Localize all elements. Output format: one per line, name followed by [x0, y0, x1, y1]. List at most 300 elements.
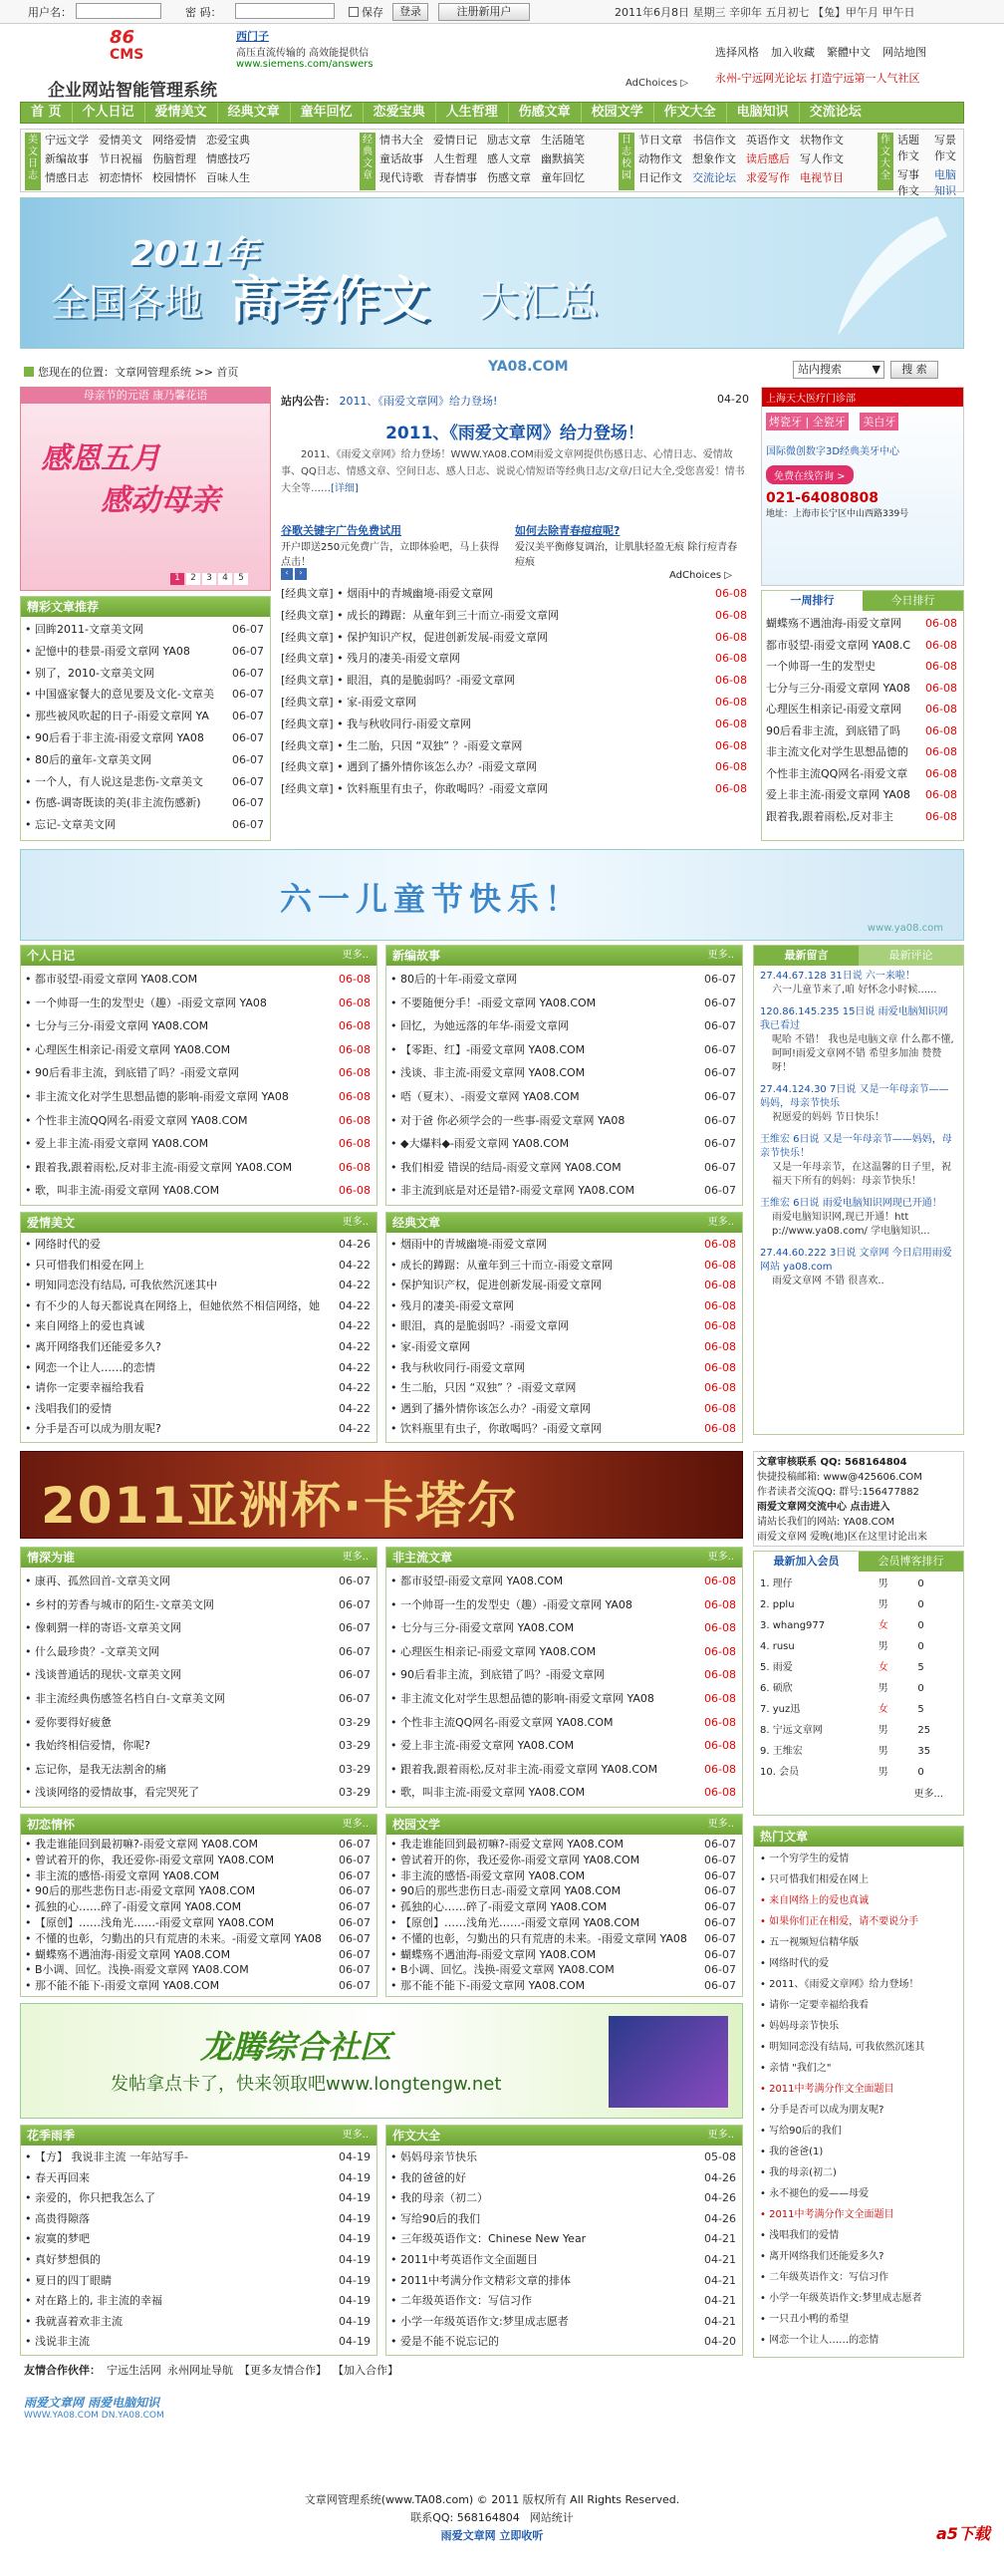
- traditional-link[interactable]: 繁體中文: [827, 46, 871, 59]
- member-row[interactable]: [760, 1678, 957, 1699]
- list-item-title[interactable]: 跟着我,跟着雨松,反对非主: [766, 809, 893, 823]
- register-button[interactable]: 注册新用户: [438, 3, 530, 21]
- list-item-title[interactable]: • 烟雨中的青城幽境-雨爱文章网: [390, 1238, 547, 1251]
- list-item-title[interactable]: • 回眸2011-文章美文网: [25, 623, 143, 636]
- list-item-title[interactable]: • 分手是否可以成为朋友呢?: [25, 1422, 161, 1436]
- section-title[interactable]: [21, 1213, 376, 1233]
- cat-link[interactable]: 生活随笔: [541, 134, 585, 146]
- list-item[interactable]: [25, 2271, 373, 2292]
- list-item[interactable]: [390, 968, 738, 992]
- guestbook-entry-header[interactable]: 120.86.145.235 15日说 雨爱电脑知识网我已看过: [760, 1006, 948, 1031]
- list-item[interactable]: [281, 627, 749, 649]
- list-item[interactable]: [25, 1378, 373, 1399]
- list-item-title[interactable]: • 90后看于非主流-雨爱文章网 YA08: [25, 730, 204, 744]
- list-item[interactable]: [390, 1316, 738, 1337]
- friend-link[interactable]: 【更多友情合作】: [239, 2364, 327, 2377]
- cat-link[interactable]: 写事作文: [897, 168, 919, 197]
- tab-new-members[interactable]: 最新加入会员: [754, 1552, 859, 1572]
- list-item[interactable]: [25, 2312, 373, 2333]
- list-item[interactable]: [390, 1853, 738, 1868]
- list-item[interactable]: [766, 720, 959, 742]
- list-item[interactable]: [25, 814, 266, 836]
- list-item-title[interactable]: • 伤感-调寄既读的美(非主流伤感新): [25, 796, 201, 810]
- site-logo[interactable]: [110, 28, 159, 74]
- list-item[interactable]: [390, 1931, 738, 1947]
- list-item-title[interactable]: • 康再、孤然回首-文章美文网: [25, 1574, 170, 1587]
- list-item[interactable]: [25, 2332, 373, 2353]
- list-item[interactable]: [390, 1378, 738, 1399]
- footer-stats[interactable]: 网站统计: [529, 2511, 574, 2524]
- list-item[interactable]: [390, 1337, 738, 1358]
- list-item-title[interactable]: [经典文章] • 生二胎，只因 “双独” ？-雨爱文章网: [281, 738, 523, 752]
- list-item-title[interactable]: • 只可惜我们相爱在网上: [25, 1258, 144, 1272]
- list-item[interactable]: [25, 1337, 373, 1358]
- more-link[interactable]: 更多..: [342, 1819, 369, 1830]
- list-item-title[interactable]: • 孤独的心……碎了-雨爱文章网 YA08.COM: [390, 1900, 608, 1914]
- cat-link[interactable]: 情感日志: [45, 171, 89, 184]
- hot-item[interactable]: • 亲情 "我们之": [760, 2063, 832, 2074]
- cat-link[interactable]: 百味人生: [206, 171, 250, 184]
- list-item-title[interactable]: • 90后看非主流，到底错了吗？-雨爱文章网: [390, 1668, 605, 1682]
- member-row[interactable]: [760, 1720, 957, 1741]
- list-item[interactable]: [25, 1316, 373, 1337]
- list-item[interactable]: [390, 2147, 738, 2168]
- hot-item[interactable]: • 我的母亲(初二): [760, 2167, 837, 2178]
- section-title[interactable]: [21, 1815, 376, 1835]
- hot-item[interactable]: • 我的爸爸(1): [760, 2147, 824, 2157]
- list-item[interactable]: [25, 1014, 373, 1038]
- login-button[interactable]: 登录: [392, 3, 428, 21]
- cat-link[interactable]: 幽默搞笑: [541, 152, 585, 165]
- nav-philosophy[interactable]: 人生哲理: [436, 103, 509, 123]
- list-item[interactable]: [390, 1276, 738, 1296]
- list-item[interactable]: [25, 1899, 373, 1915]
- list-item-title[interactable]: 爱上非主流-雨爱文章网 YA08: [766, 788, 910, 801]
- list-item[interactable]: [390, 1399, 738, 1420]
- list-item[interactable]: [390, 1296, 738, 1317]
- nav-campus[interactable]: 校园文学: [582, 103, 654, 123]
- list-item-title[interactable]: • 我的爸爸的好: [390, 2170, 466, 2184]
- list-item-title[interactable]: • 别了，2010-文章美文网: [25, 666, 154, 680]
- guestbook-entry-header[interactable]: 27.44.124.30 7日说 又是一年母亲节——妈妈，母亲节快乐: [760, 1084, 949, 1109]
- nav-classic[interactable]: 经典文章: [218, 103, 291, 123]
- page-dot[interactable]: 1: [170, 573, 184, 585]
- list-item[interactable]: [390, 1156, 738, 1180]
- list-item-title[interactable]: • 有不少的人每天都说真在网络上，但她依然不相信网络，她: [25, 1298, 320, 1312]
- list-item[interactable]: [25, 968, 373, 992]
- list-item-title[interactable]: • 回忆，为她远落的年华-雨爱文章网: [390, 1019, 569, 1033]
- cat-link[interactable]: 日记作文: [638, 171, 682, 184]
- list-item-title[interactable]: • 离开网络我们还能爱多久?: [25, 1339, 161, 1353]
- list-item-title[interactable]: • 浅谈、非主流-雨爱文章网 YA08.COM: [390, 1066, 586, 1080]
- header-slogan[interactable]: 永州-宁远网光论坛 打造宁远第一人气社区: [715, 72, 920, 85]
- list-item[interactable]: [25, 1915, 373, 1931]
- list-item-title[interactable]: • 高贵得隙落: [25, 2211, 90, 2225]
- hot-item[interactable]: • 2011中考满分作文全面题目: [760, 2209, 894, 2220]
- list-item[interactable]: [25, 1296, 373, 1317]
- list-item-title[interactable]: • 对于爸 你必须学会的一些事-雨爱文章网 YA08: [390, 1113, 626, 1127]
- list-item-title[interactable]: • 明知同恋没有结局, 可我依然沉迷其中: [25, 1279, 217, 1292]
- guestbook-entry-header[interactable]: 王维宏 6日说 雨爱电脑知识网现已开通！: [760, 1198, 942, 1209]
- list-item[interactable]: [25, 1132, 373, 1156]
- list-item-title[interactable]: • 跟着我,跟着雨松,反对非主流-雨爱文章网 YA08.COM: [390, 1762, 658, 1776]
- list-item-title[interactable]: • 中国盛家餐大的意见要及文化-文章美: [25, 688, 214, 702]
- guestbook-entry-header[interactable]: 27.44.67.128 31日说 六一来啦！: [760, 971, 915, 982]
- list-item[interactable]: [25, 2291, 373, 2312]
- list-item-title[interactable]: • 一个帅哥一生的发型史（趣）-雨爱文章网 YA08: [25, 996, 267, 1009]
- list-item[interactable]: [25, 1085, 373, 1109]
- list-item-title[interactable]: • 夏日的四丁眼睛: [25, 2273, 112, 2287]
- list-item-title[interactable]: • 成长的蹲踞：从童年到三十而立-雨爱文章网: [390, 1258, 613, 1272]
- list-item-title[interactable]: • 七分与三分-雨爱文章网 YA08.COM: [25, 1019, 209, 1033]
- list-item-title[interactable]: 一个帅哥一生的发型史: [766, 660, 876, 673]
- adchoices-center[interactable]: AdChoices ▷: [669, 570, 732, 581]
- list-item[interactable]: [390, 1781, 738, 1805]
- tab-member-blogs[interactable]: 会员博客排行: [859, 1552, 963, 1572]
- nav-sad[interactable]: 伤感文章: [509, 103, 582, 123]
- childrens-day-banner[interactable]: [20, 849, 964, 941]
- list-item[interactable]: [390, 1868, 738, 1884]
- list-item-title[interactable]: [经典文章] • 保护知识产权，促进创新发展-雨爱文章网: [281, 630, 549, 644]
- hot-item[interactable]: • 请你一定要幸福给我看: [760, 2000, 870, 2011]
- save-checkbox[interactable]: [349, 7, 359, 17]
- list-item-title[interactable]: • 我走谁能回到最初嘛?-雨爱文章网 YA08.COM: [390, 1838, 625, 1851]
- list-item-title[interactable]: • 浅谈普通话的现状-文章美文网: [25, 1668, 181, 1682]
- list-item-title[interactable]: • 乡村的芳香与城市的陌生-文章美文网: [25, 1597, 214, 1611]
- list-item-title[interactable]: • B小调、回忆。浅换-雨爱文章网 YA08.COM: [25, 1963, 249, 1977]
- list-item-title[interactable]: • 我就喜着欢非主流: [25, 2314, 123, 2328]
- center-ad[interactable]: 如何去除青春痘痘呢? 爱汉美平衡修复调治，让肌肤轻盈无痕 除行痘青春痘痕: [515, 524, 738, 568]
- section-title[interactable]: [386, 946, 742, 966]
- cat-link[interactable]: 动物作文: [638, 152, 682, 165]
- list-item-title[interactable]: • 90后的那些悲伤日志-雨爱文章网 YA08.COM: [25, 1884, 256, 1898]
- list-item[interactable]: [390, 2271, 738, 2292]
- list-item-title[interactable]: [经典文章] • 遇到了播外情你该怎么办？-雨爱文章网: [281, 760, 538, 774]
- list-item[interactable]: [390, 1419, 738, 1440]
- list-item-title[interactable]: • 心理医生相亲记-雨爱文章网 YA08.COM: [25, 1042, 231, 1056]
- footer-logo[interactable]: [24, 2394, 223, 2433]
- list-item[interactable]: [281, 648, 749, 670]
- header-ad-title[interactable]: 西门子: [236, 30, 269, 43]
- list-item-title[interactable]: • 爱上非主流-雨爱文章网 YA08.COM: [390, 1739, 575, 1753]
- list-item-title[interactable]: 心理医生相亲记-雨爱文章网: [766, 703, 901, 716]
- hot-item[interactable]: • 妈妈母亲节快乐: [760, 2021, 840, 2032]
- list-item-title[interactable]: • 寂寞的梦吧: [25, 2232, 90, 2246]
- hot-item[interactable]: • 五一视频短信精华版: [760, 1937, 860, 1948]
- save-checkbox-wrap[interactable]: [349, 4, 383, 20]
- list-item[interactable]: [25, 1853, 373, 1868]
- list-item[interactable]: [390, 1358, 738, 1379]
- hot-item[interactable]: • 来自网络上的爱也真诚: [760, 1895, 870, 1906]
- list-item[interactable]: [390, 1132, 738, 1156]
- hot-item[interactable]: • 二年级英语作文：写信习作: [760, 2272, 889, 2283]
- list-item[interactable]: [390, 2250, 738, 2271]
- page-dot[interactable]: 5: [234, 573, 248, 585]
- list-item-title[interactable]: • 【原创】……浅角光……-雨爱文章网 YA08.COM: [390, 1915, 640, 1929]
- list-item-title[interactable]: • 【方】 我说非主流 一年站写手-: [25, 2150, 188, 2163]
- hot-item[interactable]: • 永不褪色的爱——母爱: [760, 2188, 870, 2199]
- list-item[interactable]: [390, 1085, 738, 1109]
- list-item[interactable]: [25, 792, 266, 814]
- list-item[interactable]: [390, 1109, 738, 1133]
- list-item-title[interactable]: • 非主流到底是对还是错?-雨爱文章网 YA08.COM: [390, 1184, 635, 1198]
- more-link[interactable]: 更多..: [707, 1217, 734, 1228]
- list-item[interactable]: [766, 635, 959, 657]
- prev-arrow-icon[interactable]: ‹: [281, 568, 293, 580]
- list-item[interactable]: [390, 1014, 738, 1038]
- page-dot[interactable]: 4: [218, 573, 232, 585]
- nav-diary[interactable]: 个人日记: [73, 103, 145, 123]
- list-item[interactable]: [766, 699, 959, 720]
- list-item[interactable]: [390, 2168, 738, 2189]
- list-item[interactable]: [25, 1931, 373, 1947]
- guestbook-entry-header[interactable]: 王维宏 6日说 又是一年母亲节——妈妈，母亲节快乐！: [760, 1134, 952, 1159]
- list-item[interactable]: [390, 1570, 738, 1593]
- cat-link[interactable]: 人生哲理: [433, 152, 477, 165]
- list-item-title[interactable]: • 那不能不能下-雨爱文章网 YA08.COM: [25, 1979, 220, 1993]
- nav-romance[interactable]: 恋爱宝典: [364, 103, 436, 123]
- cat-link[interactable]: 电脑知识: [934, 168, 956, 197]
- list-item-title[interactable]: • 爱上非主流-雨爱文章网 YA08.COM: [25, 1137, 209, 1151]
- gaokao-banner[interactable]: [20, 197, 964, 349]
- list-item-title[interactable]: • 都市驳望-雨爱文章网 YA08.COM: [390, 1574, 564, 1587]
- cat-link[interactable]: 情书大全: [379, 134, 423, 146]
- hot-item[interactable]: • 写给90后的我们: [760, 2126, 842, 2137]
- list-item-title[interactable]: • 曾试着开的你，我还爱你-雨爱文章网 YA08.COM: [390, 1853, 640, 1866]
- list-item-title[interactable]: 90后看非主流，到底错了吗: [766, 723, 900, 737]
- password-input[interactable]: [235, 3, 335, 19]
- list-item[interactable]: [390, 2312, 738, 2333]
- list-item[interactable]: [25, 1419, 373, 1440]
- hot-item[interactable]: • 一个穷学生的爱情: [760, 1854, 850, 1864]
- hot-item[interactable]: • 离开网络我们还能爱多久?: [760, 2251, 884, 2262]
- cat-link[interactable]: 新编故事: [45, 152, 89, 165]
- list-item-title[interactable]: • 什么最珍贵？-文章美文网: [25, 1644, 159, 1658]
- section-title[interactable]: [386, 1548, 742, 1568]
- member-row[interactable]: [760, 1574, 957, 1594]
- list-item-title[interactable]: • 【原创】……浅角光……-雨爱文章网 YA08.COM: [25, 1915, 275, 1929]
- list-item[interactable]: [25, 1616, 373, 1640]
- footer-online[interactable]: 雨爱文章网 立即收听: [440, 2529, 544, 2542]
- list-item-title[interactable]: • 我与秋收同行-雨爱文章网: [390, 1360, 525, 1374]
- list-item[interactable]: [25, 1156, 373, 1180]
- list-item[interactable]: [390, 1179, 738, 1203]
- list-item-title[interactable]: [经典文章] • 成长的蹲踞：从童年到三十而立-雨爱文章网: [281, 608, 560, 622]
- member-row[interactable]: [760, 1615, 957, 1636]
- hot-item[interactable]: • 只可惜我们相爱在网上: [760, 1874, 870, 1885]
- list-item-title[interactable]: • 遇到了播外情你该怎么办？-雨爱文章网: [390, 1401, 591, 1415]
- member-row[interactable]: [760, 1699, 957, 1720]
- list-item[interactable]: [25, 1711, 373, 1735]
- list-item[interactable]: [390, 1915, 738, 1931]
- list-item[interactable]: [766, 613, 959, 635]
- member-row[interactable]: [760, 1741, 957, 1762]
- list-item-title[interactable]: • 来自网络上的爱也真诚: [25, 1319, 144, 1333]
- list-item[interactable]: [25, 1687, 373, 1711]
- style-link[interactable]: 选择风格: [715, 46, 759, 59]
- list-item[interactable]: [25, 1640, 373, 1664]
- list-item[interactable]: [390, 1256, 738, 1277]
- cat-link[interactable]: 童年回忆: [541, 171, 585, 184]
- list-item[interactable]: [766, 656, 959, 678]
- list-item[interactable]: [25, 771, 266, 793]
- list-item-title[interactable]: 七分与三分-雨爱文章网 YA08: [766, 681, 910, 695]
- list-item[interactable]: [766, 784, 959, 806]
- list-item[interactable]: [390, 1978, 738, 1994]
- cat-link[interactable]: 电视节目: [800, 171, 844, 184]
- list-item-title[interactable]: 非主流文化对学生思想品德的: [766, 745, 908, 758]
- list-item[interactable]: [766, 763, 959, 785]
- list-item-title[interactable]: 个性非主流QQ网名-雨爱文章: [766, 766, 908, 780]
- list-item-title[interactable]: • ◆大爆料◆-雨爱文章网 YA08.COM: [390, 1137, 570, 1151]
- list-item[interactable]: [390, 1883, 738, 1899]
- list-item[interactable]: [25, 684, 266, 706]
- list-item-title[interactable]: • 妈妈母亲节快乐: [390, 2150, 477, 2163]
- member-row[interactable]: [760, 1657, 957, 1678]
- list-item[interactable]: [25, 2147, 373, 2168]
- list-item[interactable]: [25, 1883, 373, 1899]
- list-item[interactable]: [25, 2229, 373, 2250]
- list-item-title[interactable]: • 生二胎，只因 “双独” ？-雨爱文章网: [390, 1381, 577, 1395]
- list-item-title[interactable]: • 对在路上的, 非主流的幸福: [25, 2294, 162, 2308]
- list-item[interactable]: [281, 605, 749, 627]
- cat-link[interactable]: 爱情美文: [99, 134, 142, 146]
- tab-weekly[interactable]: 一周排行: [762, 591, 863, 611]
- list-item-title[interactable]: • 忘记-文章美文网: [25, 818, 116, 832]
- list-item-title[interactable]: • 2011中考满分作文精彩文章的排体: [390, 2273, 571, 2287]
- friend-link[interactable]: 宁远生活网: [107, 2364, 161, 2377]
- cat-link[interactable]: 网络爱情: [152, 134, 196, 146]
- list-item[interactable]: [390, 992, 738, 1015]
- list-item-title[interactable]: [经典文章] • 眼泪，真的是脆弱吗？-雨爱文章网: [281, 674, 516, 688]
- member-row[interactable]: [760, 1762, 957, 1783]
- more-link[interactable]: 更多..: [707, 2130, 734, 2141]
- list-item[interactable]: [25, 1734, 373, 1758]
- list-item-title[interactable]: • 80后的童年-文章美文网: [25, 752, 151, 766]
- list-item-title[interactable]: [经典文章] • 残月的凄美-雨爱文章网: [281, 652, 461, 666]
- section-title[interactable]: [21, 1548, 376, 1568]
- list-item[interactable]: [25, 619, 266, 641]
- cat-link[interactable]: 写景作文: [934, 134, 956, 162]
- list-item-title[interactable]: • 小学一年级英语作文:梦里成志愿者: [390, 2314, 569, 2328]
- list-item-title[interactable]: • 浅谈网络的爱情故事，看完哭死了: [25, 1786, 199, 1800]
- page-dot[interactable]: 2: [186, 573, 200, 585]
- list-item[interactable]: [281, 583, 749, 605]
- hot-item[interactable]: • 2011中考满分作文全面题目: [760, 2084, 894, 2095]
- list-item-title[interactable]: • 2011中考英语作文全面题目: [390, 2252, 538, 2266]
- list-item-title[interactable]: • 【零距、红】-雨爱文章网 YA08.COM: [390, 1042, 586, 1056]
- list-item[interactable]: [390, 2332, 738, 2353]
- bookmark-link[interactable]: 加入收藏: [771, 46, 815, 59]
- list-item[interactable]: [281, 778, 749, 800]
- list-item[interactable]: [281, 692, 749, 714]
- list-item-title[interactable]: • 二年级英语作文：写信习作: [390, 2294, 532, 2308]
- list-item-title[interactable]: • 像刺猬一样的寄语-文章美文网: [25, 1621, 181, 1635]
- list-item[interactable]: [390, 1947, 738, 1963]
- list-item-title[interactable]: • 亲爱的，你只把我怎么了: [25, 2191, 155, 2205]
- cat-link[interactable]: 情感技巧: [206, 152, 250, 165]
- guestbook-entry-header[interactable]: 27.44.60.222 3日说 文章网 今日启用雨爱网站 ya08.com: [760, 1248, 952, 1273]
- list-item[interactable]: [390, 1235, 738, 1256]
- list-item-title[interactable]: • 90后的那些悲伤日志-雨爱文章网 YA08.COM: [390, 1884, 622, 1898]
- list-item[interactable]: [25, 1663, 373, 1687]
- featured-slide[interactable]: [20, 387, 271, 591]
- list-item-title[interactable]: • 跟着我,跟着雨松,反对非主流-雨爱文章网 YA08.COM: [25, 1160, 293, 1174]
- list-item-title[interactable]: • 非主流文化对学生思想品德的影响-雨爱文章网 YA08: [25, 1089, 289, 1103]
- hot-item[interactable]: • 一只丑小鸭的希望: [760, 2314, 850, 2325]
- list-item-title[interactable]: • 曾试着开的你，我还爱你-雨爱文章网 YA08.COM: [25, 1853, 275, 1866]
- list-item[interactable]: [25, 1947, 373, 1963]
- list-item-title[interactable]: • 网络时代的爱: [25, 1238, 101, 1251]
- list-item-title[interactable]: • 蝴蝶殇不遇油海-雨爱文章网 YA08.COM: [25, 1947, 231, 1961]
- list-item-title[interactable]: • 唔（夏末）、-雨爱文章网 YA08.COM: [390, 1089, 580, 1103]
- list-item[interactable]: [25, 2188, 373, 2209]
- info-line[interactable]: 雨爱文章网交流中心 点击进入: [757, 1502, 890, 1513]
- list-item[interactable]: [25, 1978, 373, 1994]
- cat-link[interactable]: 初恋情怀: [99, 171, 142, 184]
- list-item-title[interactable]: • 那些被风吹起的日子-雨爱文章网 YA: [25, 710, 209, 723]
- list-item-title[interactable]: • 80后的十年-雨爱文章网: [390, 973, 517, 986]
- list-item-title[interactable]: • 七分与三分-雨爱文章网 YA08.COM: [390, 1621, 575, 1635]
- list-item[interactable]: [25, 663, 266, 685]
- list-item-title[interactable]: • 記憶中的巷景-雨爱文章网 YA08: [25, 644, 190, 658]
- list-item-title[interactable]: • 歌，叫非主流-雨爱文章网 YA08.COM: [25, 1184, 220, 1198]
- list-item-title[interactable]: [经典文章] • 家-雨爱文章网: [281, 695, 417, 709]
- cat-link[interactable]: 读后感后: [746, 152, 790, 165]
- cat-link[interactable]: 伤脑哲理: [152, 152, 196, 165]
- list-item-title[interactable]: • 我的母亲（初二）: [390, 2191, 488, 2205]
- hot-item[interactable]: • 2011、《雨爱文章网》给力登场！: [760, 1979, 919, 1990]
- username-input[interactable]: [76, 3, 161, 19]
- tab-latest-messages[interactable]: 最新留言: [754, 946, 859, 966]
- hot-item[interactable]: • 网恋一个让人……的恋情: [760, 2335, 879, 2346]
- cat-link[interactable]: 书信作文: [692, 134, 736, 146]
- list-item-title[interactable]: • 心理医生相亲记-雨爱文章网 YA08.COM: [390, 1644, 597, 1658]
- more-link[interactable]: 更多..: [342, 1552, 369, 1563]
- sitemap-link[interactable]: 网站地图: [882, 46, 926, 59]
- section-title[interactable]: [386, 1213, 742, 1233]
- cat-link[interactable]: 求爱写作: [746, 171, 790, 184]
- friend-link[interactable]: 永州网址导航: [167, 2364, 233, 2377]
- list-item-title[interactable]: • 一个人，有人说这是悲伤-文章美文: [25, 774, 203, 788]
- cat-link[interactable]: 写人作文: [800, 152, 844, 165]
- list-item[interactable]: [390, 1061, 738, 1085]
- list-item[interactable]: [390, 1899, 738, 1915]
- list-item[interactable]: [25, 706, 266, 727]
- list-item[interactable]: [390, 1962, 738, 1978]
- list-item-title[interactable]: • 不懂的也彰，匀勤出的只有荒唐的未来。-雨爱文章网 YA08: [25, 1931, 322, 1945]
- longteng-banner[interactable]: [20, 2003, 743, 2119]
- nav-essay[interactable]: 作文大全: [654, 103, 727, 123]
- list-item[interactable]: [25, 1837, 373, 1853]
- list-item[interactable]: [25, 1256, 373, 1277]
- list-item[interactable]: [25, 1868, 373, 1884]
- member-row[interactable]: [760, 1594, 957, 1615]
- list-item[interactable]: [25, 1358, 373, 1379]
- notice-link[interactable]: 2011、《雨爱文章网》给力登场!: [339, 395, 498, 408]
- list-item[interactable]: [390, 2188, 738, 2209]
- list-item[interactable]: [25, 727, 266, 749]
- section-title[interactable]: [21, 946, 376, 966]
- list-item-title[interactable]: • 歌，叫非主流-雨爱文章网 YA08.COM: [390, 1786, 586, 1800]
- more-link[interactable]: 更多..: [342, 1217, 369, 1228]
- hot-item[interactable]: • 网络时代的爱: [760, 1958, 830, 1969]
- list-item-title[interactable]: [经典文章] • 我与秋收同行-雨爱文章网: [281, 716, 472, 730]
- list-item[interactable]: [25, 2168, 373, 2189]
- list-item[interactable]: [25, 641, 266, 663]
- list-item-title[interactable]: • 个性非主流QQ网名-雨爱文章网 YA08.COM: [25, 1113, 248, 1127]
- list-item-title[interactable]: • 我们相爱 错误的结局-雨爱文章网 YA08.COM: [390, 1160, 622, 1174]
